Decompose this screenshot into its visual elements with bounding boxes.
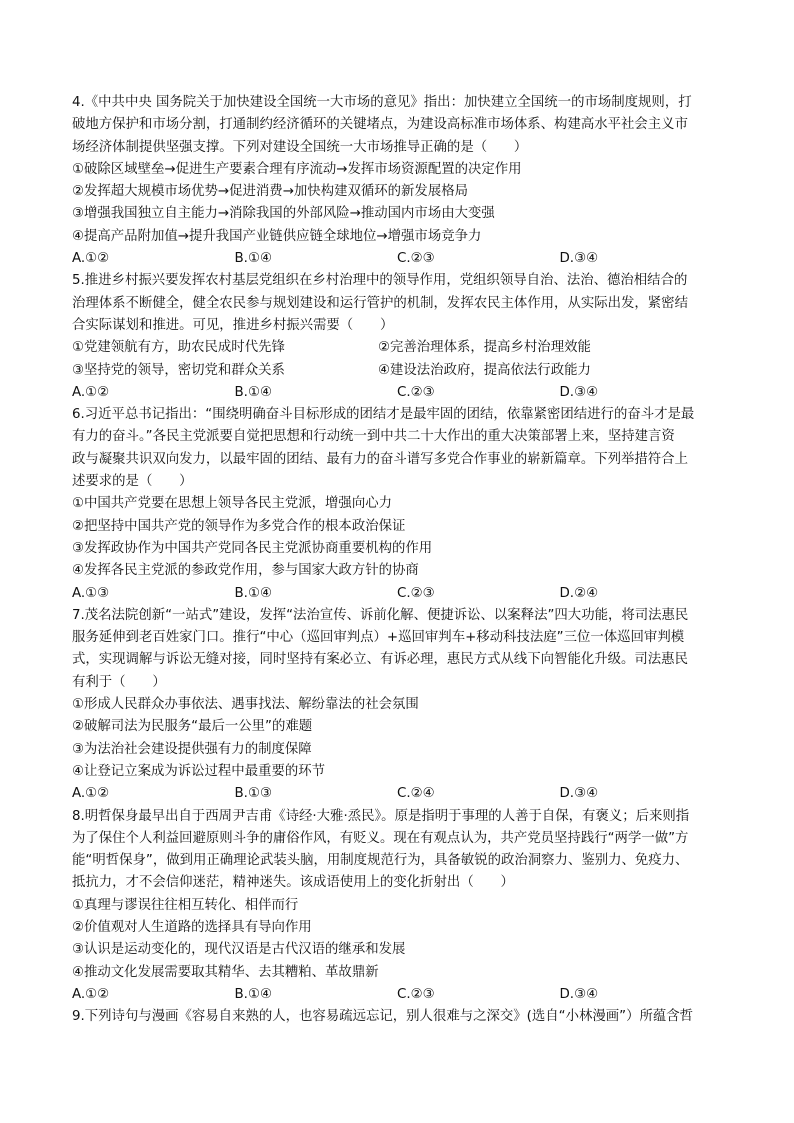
question-4 — [72, 92, 722, 270]
question-stem-line: 合实际谋划和推进。可见，推进乡村振兴需要（ ） — [72, 317, 394, 333]
option-c: C.②③ — [397, 384, 435, 400]
question-stem-line: 能“明哲保身”，做到用正确理论武装头脑，用制度规范行为，具备敏锐的政治洞察力、鉴别力、免疫力、 — [72, 853, 689, 869]
option-c: C.②④ — [397, 786, 435, 802]
statement-item: ①中国共产党要在思想上领导各民主党派，增强向心力 — [72, 496, 392, 512]
option-a: A.①③ — [72, 585, 110, 601]
question-stem-line: 为了保住个人利益回避原则斗争的庸俗作风，有贬义。现在有观点认为，共产党员坚持践行“两学一做”方 — [72, 830, 689, 846]
question-stem-line: 9.下列诗句与漫画《容易自来熟的人，也容易疏远忘记，别人很难与之深交》(选自“小林漫画”）所蕴含哲 — [72, 1009, 694, 1025]
statement-pair — [72, 337, 722, 359]
option-a: A.①② — [72, 384, 110, 400]
option-a: A.①② — [72, 251, 110, 267]
statement-item: ②发挥超大规模市场优势→促进消费→加快构建双循环的新发展格局 — [72, 184, 468, 200]
option-c: C.②③ — [397, 585, 435, 601]
option-d: D.③④ — [559, 986, 599, 1002]
option-d: D.③④ — [559, 384, 599, 400]
question-stem-line: 破地方保护和市场分割，打通制约经济循环的关键堵点，为建设高标准市场体系、构建高水平社会主义市 — [72, 117, 688, 133]
question-stem-line: 抵抗力，才不会信仰迷茫，精神迷失。该成语使用上的变化折射出（ ） — [72, 875, 514, 891]
statement-item: ③增强我国独立自主能力→消除我国的外部风险→推动国内市场由大变强 — [72, 206, 495, 222]
exam-page — [72, 92, 722, 1028]
option-d: D.③④ — [559, 786, 599, 802]
option-c: C.②③ — [397, 251, 435, 267]
answer-options — [72, 783, 722, 805]
question-stem-line: 5.推进乡村振兴要发挥农村基层党组织在乡村治理中的领导作用，党组织领导自治、法治、德治相结合的 — [72, 273, 688, 289]
question-stem-line: 有利于（ ） — [72, 674, 166, 690]
question-5 — [72, 270, 722, 404]
question-stem-line: 治理体系不断健全，健全农民参与规划建设和运行管护的机制，发挥农民主体作用，从实际出发，紧密结 — [72, 295, 688, 311]
question-stem-line: 8.明哲保身最早出自于西周尹吉甫《诗经·大雅·烝民》。原是指明于事理的人善于自保，有褒义；后来则指 — [72, 808, 690, 824]
statement-item: ②价值观对人生道路的选择具有导向作用 — [72, 919, 312, 935]
question-stem-line: 述要求的是（ ） — [72, 474, 193, 490]
answer-options — [72, 248, 722, 270]
statement-item: ①形成人民群众办事依法、遇事找法、解纷靠法的社会氛围 — [72, 697, 419, 713]
option-b: B.①④ — [234, 585, 272, 601]
statement-item: ②破解司法为民服务“最后一公里”的难题 — [72, 719, 313, 735]
option-d: D.③④ — [559, 251, 599, 267]
option-d: D.②④ — [559, 585, 599, 601]
answer-options — [72, 984, 722, 1006]
statement-item: ②把坚持中国共产党的领导作为多党合作的根本政治保证 — [72, 518, 406, 534]
statement-item: ④让登记立案成为诉讼过程中最重要的环节 — [72, 763, 326, 779]
statement-item: ③发挥政协作为中国共产党同各民主党派协商重要机构的作用 — [72, 540, 433, 556]
statement-item: ③坚持党的领导，密切党和群众关系 — [72, 362, 285, 378]
question-stem-line: 式，实现调解与诉讼无缝对接，同时坚持有案必立、有诉必理，惠民方式从线下向智能化升级。司法惠民 — [72, 652, 688, 668]
answer-options — [72, 583, 722, 605]
question-stem-line: 场经济体制提供坚强支撑。下列对建设全国统一大市场推导正确的是（ ） — [72, 139, 528, 155]
option-a: A.①② — [72, 986, 110, 1002]
statement-item: ④建设法治政府，提高依法行政能力 — [378, 362, 591, 378]
option-c: C.②③ — [397, 986, 435, 1002]
statement-item: ③认识是运动变化的，现代汉语是古代汉语的继承和发展 — [72, 942, 406, 958]
statement-item: ①党建领航有方，助农民成时代先锋 — [72, 340, 285, 356]
question-8 — [72, 806, 722, 1007]
statement-item: ①破除区域壁垒→促进生产要素合理有序流动→发挥市场资源配置的决定作用 — [72, 161, 522, 177]
option-b: B.①③ — [234, 786, 272, 802]
question-7 — [72, 605, 722, 806]
option-b: B.①④ — [234, 986, 272, 1002]
question-stem-line: 服务延伸到老百姓家门口。推行“中心（巡回审判点）+巡回审判车+移动科技法庭”三位一体巡回审判模 — [72, 630, 685, 646]
statement-item: ④推动文化发展需要取其精华、去其糟粕、革故鼎新 — [72, 964, 379, 980]
question-stem-line: 7.茂名法院创新“一站式”建设，发挥“法治宣传、诉前化解、便捷诉讼、以案释法”四大功能，将司法惠民 — [72, 607, 689, 623]
option-b: B.①④ — [234, 251, 272, 267]
question-6 — [72, 404, 722, 605]
statement-pair — [72, 360, 722, 382]
option-a: A.①② — [72, 786, 110, 802]
statement-item: ④发挥各民主党派的参政党作用，参与国家大政方针的协商 — [72, 563, 419, 579]
question-stem-line: 政与凝聚共识双向发力，以最牢固的团结、最有力的奋斗谱写多党合作事业的崭新篇章。下列举措符合上 — [72, 451, 688, 467]
question-stem-line: 6.习近平总书记指出：“围绕明确奋斗目标形成的团结才是最牢固的团结，依靠紧密团结进行的奋斗才是最 — [72, 407, 695, 423]
answer-options — [72, 382, 722, 404]
statement-item: ④提高产品附加值→提升我国产业链供应链全球地位→增强市场竞争力 — [72, 228, 482, 244]
statement-item: ②完善治理体系，提高乡村治理效能 — [378, 340, 591, 356]
statement-item: ③为法治社会建设提供强有力的制度保障 — [72, 741, 312, 757]
question-stem-line: 4.《中共中央 国务院关于加快建设全国统一大市场的意见》指出：加快建立全国统一的市场制度规则，打 — [72, 95, 692, 110]
statement-item: ①真理与谬误往往相互转化、相伴而行 — [72, 897, 299, 913]
question-9 — [72, 1006, 722, 1028]
question-stem-line: 有力的奋斗。”各民主党派要自觉把思想和行动统一到中共二十大作出的重大决策部署上来，坚持建言资 — [72, 429, 675, 445]
option-b: B.①④ — [234, 384, 272, 400]
